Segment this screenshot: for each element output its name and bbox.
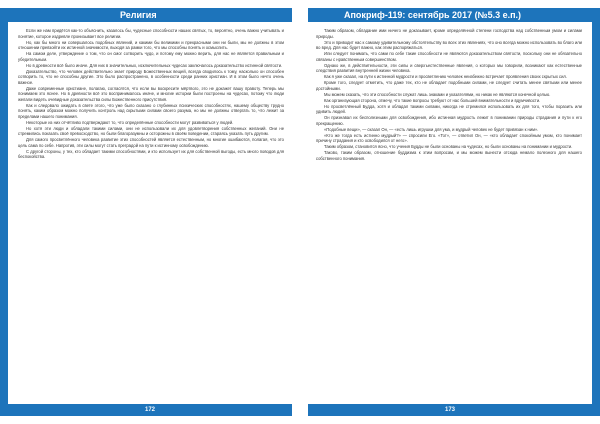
paragraph: Таким образом, становится ясно, что учения Будды не были основаны на чудесах, но были основаны на понимании и мудрости. — [324, 144, 573, 149]
paragraph: Как я уже сказал, на пути к истинной мудрости и просветлению человек неизбежно встречает проявления своих скрытых сил. — [324, 74, 567, 79]
paragraph: Однако же, в действительности, эти силы и сверхъестественные явления, о которых мы говорили, возникают как естественные следствия развития внутренней жизни человека. — [316, 62, 582, 73]
right-page-header: Апокриф-119: сентябрь 2017 (№5.3 е.п.) — [308, 8, 592, 22]
right-page-body — [316, 28, 582, 162]
paragraph: С другой стороны, у тех, кто обладает такими способностями, и кто использует их для собственной выгоды, есть много поводов для беспокойства. — [18, 148, 284, 159]
paragraph: Таким образом, обладание ими ничего не доказывает, кроме определённой степени господства над собственным умом и силами природы. — [316, 28, 582, 39]
paragraph: Некоторые из них отчётливо подтверждают то, что определённые способности могут развиваться у людей. — [26, 119, 234, 125]
paragraph: Если же нам придётся как-то объяснить, казалось бы, чудесные способности наших святых, то, вероятно, очень важно учитывать и понятие, которое издревле пронизывает все религии. — [18, 28, 284, 39]
paragraph: Кроме того, следует отметить, что даже тех, кто не обладает подобными силами, не следует считать менее святыми или менее достойными. — [316, 80, 582, 91]
right-page-number: 173 — [308, 404, 592, 416]
paragraph: Как и следовало ожидать в свете этого, что уже было сказано о глубинных психических способностях, нашему обществу трудно понять, каким образом можно получить контроль над скрытыми силами своего разума, но мы не должны отвергать то, что лежит за пределами нашего понимания. — [18, 102, 284, 119]
paragraph: Но, как бы много ни совершалось подобных явлений, и какими бы великими и прекрасными они ни были, мы не должны в этом отношении превзойти их истинной значимости, выходя за рамки того, что мы способны понять и осмыслить. — [18, 39, 284, 50]
paragraph: «Подобные вещи», — сказал Он, — «есть лишь игрушки для ума, и мудрый человек не будет привязан к ним». — [324, 126, 539, 132]
paragraph: Но в древности всё было иначе. Для них в значительных, исключительных чудесах заключалось доказательство истинной святости. — [26, 62, 283, 68]
paragraph: Это и приводит нас к самому удивительному обстоятельству во всех этих явлениях, что оно всегда можно использовать во благо или во вред. Для нас будет важно, как этим распоряжаться. — [316, 39, 582, 50]
paragraph: Даже современные христиане, полагаю, согласятся, что если вы воскресите мёртвого, это не докажет вашу правоту. Теперь мы понимаем это яснее. Но в древности всё это воспринималось иначе, и многие истории были построены на чудесах, потому что люди желали видеть очевидные доказательства силы Божественного присутствия. — [18, 85, 284, 102]
paragraph: «Кто же тогда есть истинно мудрый?» — спросили Его. «Тот», — ответил Он, — «кто обладает спокойным умом, кто понимает причину страдания и кто освободился от него». — [316, 132, 582, 143]
paragraph: На самом деле, утверждение о том, что он смог сотворить чудо, и потому ему можно верить, для нас не является правильным и убедительным. — [18, 51, 284, 62]
left-page-number: 172 — [8, 404, 292, 416]
paragraph: Таково, таким образом, отношение буддизма к этим вопросам, и мы можем вынести отсюда немало полезного для нашего собственного понимания. — [316, 150, 582, 161]
left-side-bar — [0, 8, 8, 416]
paragraph: Или следует понимать, что сами по себе такие способности не являются доказательством святости, поскольку они не обязательно связаны с нравственным совершенством. — [316, 51, 582, 62]
paragraph: Но просветлённый Будда, хотя и обладал такими силами, никогда не стремился использовать их для того, чтобы поразить или удивить людей. — [316, 103, 582, 114]
paragraph: Доказательство, что человек действительно знает природу Божественных вещей, всегда сводилось к тому, насколько он способен сотворить то, что не способны другие. Это было распространено, в особенности среди ранних христиан. И в этом было нечто очень важное. — [18, 68, 284, 85]
left-page-header: Религия — [8, 8, 292, 22]
right-side-bar — [592, 8, 600, 416]
paragraph: Как организующая сторона, отмечу, что такие вопросы требуют от нас большей внимательности и вдумчивости. — [324, 97, 541, 103]
left-page-body — [18, 28, 284, 160]
paragraph: Но хотя эти люди и обладали такими силами, они не использовали их для удовлетворения собственных желаний. Они не стремились показать своё превосходство, но были благоразумны и осторожны в своём поведении, стараясь указать путь другим. — [18, 125, 284, 136]
paragraph: Мы можем сказать, что эти способности служат лишь знаками и указателями, но никак не являются конечной целью. — [324, 91, 551, 97]
paragraph: Для самого просветлённого человека развитие этих способностей является естественным, но многие ошибаются, полагая, что это цель сама по себе. Напротив, эти силы могут стать преградой на пути к истинному освобождению. — [18, 137, 284, 148]
paragraph: Он признавал их бесполезными для освобождения, ибо истинная мудрость лежит в понимании природы страдания и пути к его прекращению. — [316, 115, 582, 126]
right-page — [300, 0, 600, 424]
